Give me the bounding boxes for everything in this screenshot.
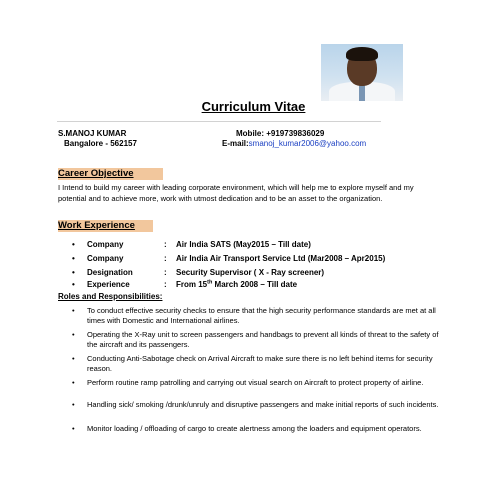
role-text: Perform routine ramp patrolling and carrying out visual search on Aircraft to protect property of airline. xyxy=(87,378,424,387)
role-text: To conduct effective security checks to ensure that the high security performance standards are met at all times with Domestic and International airlines. xyxy=(87,306,436,325)
experience-key: Designation xyxy=(87,268,133,277)
career-objective-text: I Intend to build my career with leading corporate environment, which will help me to explore myself and my potential and to achieve more, work with utmost dedication and to be an asset to the organization. xyxy=(58,183,414,203)
work-experience-heading: Work Experience xyxy=(58,220,153,232)
role-text: Handling sick/ smoking /drunk/unruly and disruptive passengers and make initial reports of such incidents. xyxy=(87,400,439,409)
experience-value: From 15th March 2008 – Till date xyxy=(176,279,298,289)
candidate-location: Bangalore - 562157 xyxy=(64,139,137,148)
role-text: Monitor loading / offloading of cargo to create alertness among the loaders and equipment operators. xyxy=(87,424,422,433)
resume-page: Curriculum Vitae S.MANOJ KUMAR Bangalore - 562157 Mobile: +919739836029 E-mail:smanoj_kumar2006@yahoo.com Career Objective I Intend to build my career with leading corporate environment, which will help me to explore myself and my potential and to achieve more, work with utmost dedication and to be an asset to the organization. Work Experience • Company : Air India SATS (May2015 – Till date) • Company : Air India Air Transport Service Ltd (Mar2008 – Apr2015) • Designation : Security Supervisor ( X - Ray screener) • Experience : From 15th March 2008 – Till date Roles and Responsibilities: • To conduct effective security checks to ensure that the high security performance standards are met at all times with Domestic and International airlines. • Operating the X-Ray unit to screen passengers and handbags to prevent all kinds of threat to the safety of the aircraft and its passengers. • Conducting Anti-Sabotage check on Arrival Aircraft to make sure there is no left behind items for security reason. • Perform routine ramp patrolling and carrying out visual search on Aircraft to protect property of airline. • Handling sick/ smoking /drunk/unruly and disruptive passengers and make initial reports of such incidents. • Monitor loading / offloading of cargo to create alertness among the loaders and equipment operators. xyxy=(0,0,495,495)
title-divider xyxy=(57,121,381,122)
experience-key: Experience xyxy=(87,280,130,289)
experience-key: Company xyxy=(87,254,124,263)
candidate-name: S.MANOJ KUMAR xyxy=(58,129,127,138)
profile-photo xyxy=(321,44,403,101)
experience-key: Company xyxy=(87,240,124,249)
experience-value: Air India Air Transport Service Ltd (Mar2008 – Apr2015) xyxy=(176,254,386,263)
mobile-line xyxy=(222,129,366,139)
roles-heading: Roles and Responsibilities: xyxy=(58,292,163,301)
experience-value: Air India SATS (May2015 – Till date) xyxy=(176,240,311,249)
email-line xyxy=(222,139,366,149)
mobile-number: +919739836029 xyxy=(266,129,325,138)
mobile-label: Mobile: xyxy=(236,129,264,138)
email-label: E-mail: xyxy=(222,139,249,148)
contact-right xyxy=(222,129,366,149)
career-objective-heading: Career Objective xyxy=(58,168,163,180)
role-text: Conducting Anti-Sabotage check on Arrival Aircraft to make sure there is no left behind items for security reason. xyxy=(87,354,433,373)
email-link[interactable]: smanoj_kumar2006@yahoo.com xyxy=(248,139,367,148)
experience-value: Security Supervisor ( X - Ray screener) xyxy=(176,268,325,277)
contact-left xyxy=(58,129,137,149)
role-text: Operating the X-Ray unit to screen passengers and handbags to prevent all kinds of threat to the safety of the aircraft and its passengers. xyxy=(87,330,439,349)
document-title: Curriculum Vitae xyxy=(201,99,306,114)
